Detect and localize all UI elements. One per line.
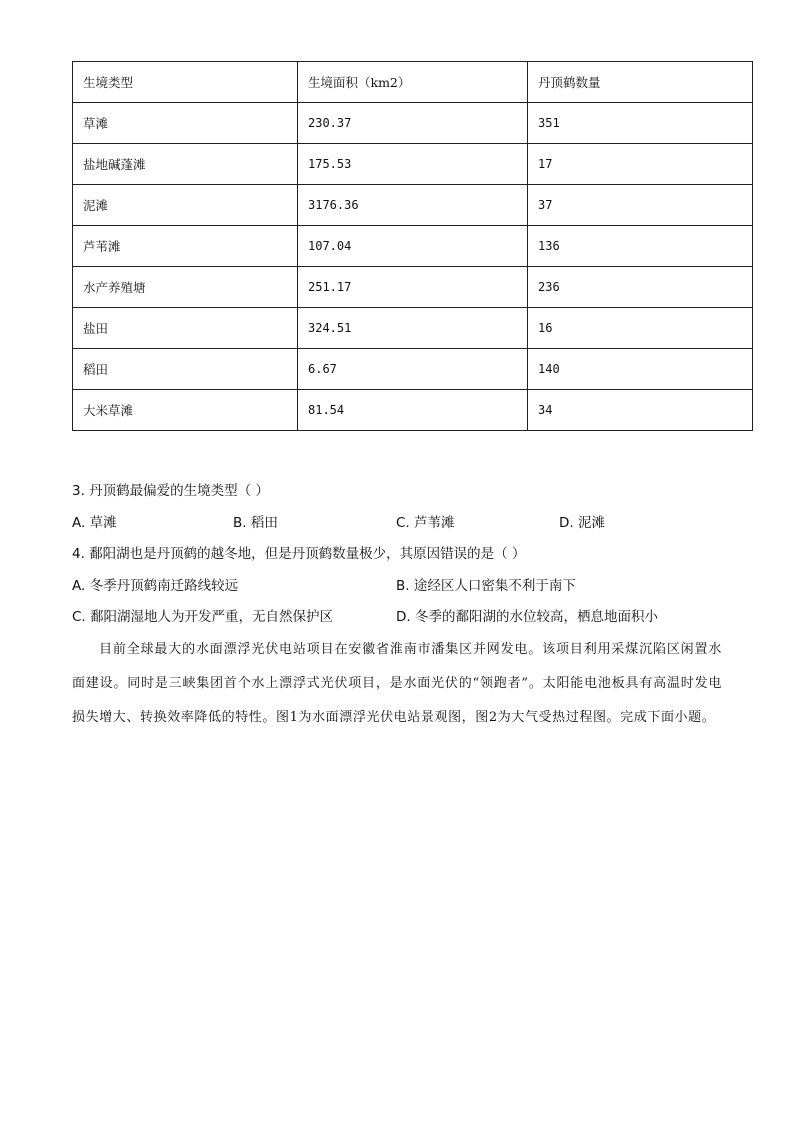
table-row — [73, 390, 753, 431]
question-3-stem: 3. 丹顶鹤最偏爱的生境类型（ ） — [72, 483, 269, 499]
cell-habitat-area: 324.51 — [298, 308, 528, 349]
cell-habitat-type: 水产养殖塘 — [73, 267, 298, 308]
question-4-stem: 4. 鄱阳湖也是丹顶鹤的越冬地，但是丹顶鹤数量极少，其原因错误的是（ ） — [72, 546, 526, 562]
cell-habitat-area: 230.37 — [298, 103, 528, 144]
cell-crane-count: 17 — [528, 144, 753, 185]
question-3-option-d: D. 泥滩 — [559, 515, 605, 531]
cell-crane-count: 34 — [528, 390, 753, 431]
table-row — [73, 349, 753, 390]
table-row — [73, 226, 753, 267]
habitat-table — [72, 61, 753, 431]
cell-habitat-area: 3176.36 — [298, 185, 528, 226]
question-3-option-a: A. 草滩 — [72, 515, 117, 531]
cell-habitat-area: 107.04 — [298, 226, 528, 267]
cell-habitat-area: 175.53 — [298, 144, 528, 185]
cell-crane-count: 236 — [528, 267, 753, 308]
cell-habitat-area: 6.67 — [298, 349, 528, 390]
table-row — [73, 144, 753, 185]
table-row — [73, 103, 753, 144]
cell-habitat-type: 盐地碱蓬滩 — [73, 144, 298, 185]
cell-habitat-type: 盐田 — [73, 308, 298, 349]
question-4-option-c: C. 鄱阳湖湿地人为开发严重，无自然保护区 — [72, 609, 334, 625]
question-3-option-b: B. 稻田 — [233, 515, 278, 531]
cell-crane-count: 140 — [528, 349, 753, 390]
cell-habitat-type: 大米草滩 — [73, 390, 298, 431]
table-row — [73, 185, 753, 226]
table-header-row — [73, 62, 753, 103]
question-4-option-b: B. 途经区人口密集不利于南下 — [396, 578, 576, 594]
header-habitat-type: 生境类型 — [73, 62, 298, 103]
cell-habitat-area: 81.54 — [298, 390, 528, 431]
cell-habitat-area: 251.17 — [298, 267, 528, 308]
header-crane-count: 丹顶鹤数量 — [528, 62, 753, 103]
reading-passage: 目前全球最大的水面漂浮光伏电站项目在安徽省淮南市潘集区并网发电。该项目利用采煤沉陷区闲置水面建设。同时是三峡集团首个水上漂浮式光伏项目，是水面光伏的“领跑者”。太阳能电池板具有高温时发电损失增大、转换效率降低的特性。图1为水面漂浮光伏电站景观图，图2为大气受热过程图。完成下面小题。 — [72, 642, 722, 725]
cell-crane-count: 16 — [528, 308, 753, 349]
cell-habitat-type: 稻田 — [73, 349, 298, 390]
header-habitat-area: 生境面积（km2） — [298, 62, 528, 103]
question-3-option-c: C. 芦苇滩 — [396, 515, 455, 531]
cell-crane-count: 37 — [528, 185, 753, 226]
table-row — [73, 308, 753, 349]
question-4-option-d: D. 冬季的鄱阳湖的水位较高，栖息地面积小 — [396, 609, 658, 625]
question-4-option-a: A. 冬季丹顶鹤南迁路线较远 — [72, 578, 239, 594]
cell-habitat-type: 泥滩 — [73, 185, 298, 226]
cell-crane-count: 136 — [528, 226, 753, 267]
cell-crane-count: 351 — [528, 103, 753, 144]
cell-habitat-type: 草滩 — [73, 103, 298, 144]
cell-habitat-type: 芦苇滩 — [73, 226, 298, 267]
table-row — [73, 267, 753, 308]
